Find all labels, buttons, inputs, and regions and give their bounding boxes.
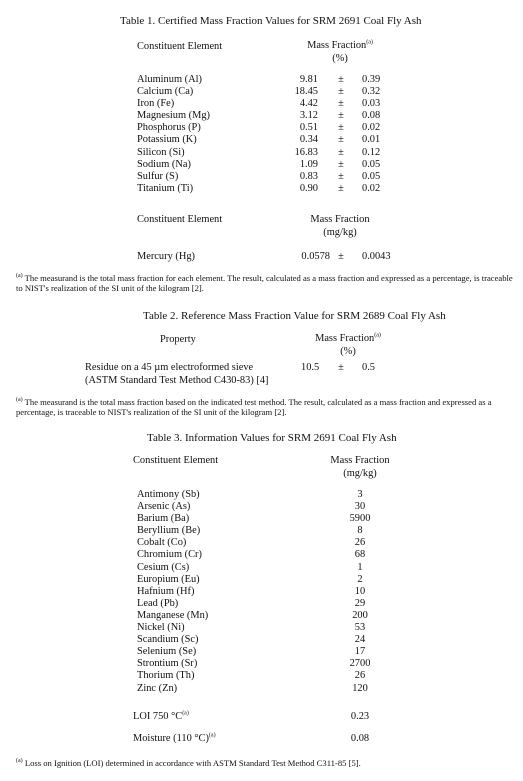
table3-row-element: Lead (Pb) [137, 597, 179, 609]
table3-row-element: Cesium (Cs) [137, 561, 190, 573]
table3-row-element: Cobalt (Co) [137, 537, 187, 549]
table1-row-element: Sodium (Na) [137, 158, 191, 170]
mercury-unc: 0.0043 [362, 251, 391, 262]
table3-row-value: 17 [354, 646, 366, 658]
table3-row-value: 2 [357, 573, 363, 585]
table3-row-element: Europium (Eu) [137, 573, 200, 585]
moisture-value: 0.08 [350, 733, 370, 744]
table1-row-value: 3.12 [299, 110, 318, 122]
table3-row-value: 5900 [349, 513, 371, 525]
table3-footnote-mark: (a) [16, 758, 23, 765]
table1-row-element: Titanium (Ti) [137, 182, 194, 194]
table3-row-value: 26 [354, 537, 366, 549]
table3-footnote-text: Loss on Ignition (LOI) determined in accordance with ASTM Standard Test Method C311-85 [5]. [24, 758, 361, 768]
table1-value-column [280, 74, 318, 195]
table1-row-uncertainty: 0.12 [362, 146, 381, 158]
table1-sub-col-mass: Mass Fraction [310, 214, 370, 225]
table3-row-element: Zinc (Zn) [137, 682, 178, 694]
table1-row-pm: ± [338, 122, 344, 134]
table1-col-mass-note: (a) [366, 39, 373, 46]
table1-col-element: Constituent Element [137, 41, 223, 52]
table3-row-value: 53 [354, 622, 366, 634]
table2-col-mass-note: (a) [374, 332, 381, 339]
table3-element-column [137, 489, 208, 695]
mercury-element: Mercury (Hg) [137, 251, 195, 262]
table2-row-line2: (ASTM Standard Test Method C430-83) [4] [85, 375, 269, 386]
mercury-value: 0.0578 [301, 251, 330, 262]
table3-col-element: Constituent Element [133, 455, 219, 466]
table1-row-value: 16.83 [294, 146, 318, 158]
table1-row-uncertainty: 0.02 [362, 182, 381, 194]
table1-row-value: 1.09 [299, 158, 318, 170]
table3-row-value: 10 [354, 585, 366, 597]
table1-sub-col-element: Constituent Element [137, 214, 223, 225]
loi-label [133, 711, 189, 723]
table3-col-mass: Mass Fraction [330, 455, 390, 466]
table3-row-element: Strontium (Sr) [137, 658, 198, 670]
table1-title: Table 1. Certified Mass Fraction Values for SRM 2691 Coal Fly Ash [120, 15, 422, 27]
table1-row-element: Aluminum (Al) [137, 74, 202, 85]
table1-row-value: 0.51 [299, 122, 318, 134]
table3-row-element: Nickel (Ni) [137, 622, 185, 634]
table1-row-uncertainty: 0.05 [362, 170, 381, 182]
table1-row-pm: ± [338, 170, 344, 182]
table1-pm-column [334, 74, 348, 195]
loi-label-text: LOI 750 °C [133, 711, 183, 722]
table1-row-uncertainty: 0.03 [362, 98, 381, 110]
table3-row-element: Antimony (Sb) [137, 489, 200, 500]
table1-row-value: 4.42 [299, 98, 318, 110]
table1-row-pm: ± [338, 134, 344, 146]
table3-title: Table 3. Information Values for SRM 2691 Coal Fly Ash [147, 432, 397, 444]
table1-row-uncertainty: 0.02 [362, 122, 381, 134]
table1-row-uncertainty: 0.05 [362, 158, 381, 170]
table1-row-element: Potassium (K) [137, 134, 197, 146]
table1-row-value: 0.83 [299, 170, 318, 182]
table1-col-mass-label: Mass Fraction [307, 40, 367, 51]
table1-row-pm: ± [338, 98, 344, 110]
table3-row-value: 24 [354, 634, 366, 646]
table3-row-element: Hafnium (Hf) [137, 585, 195, 597]
table3-row-element: Manganese (Mn) [137, 609, 209, 621]
table1-row-value: 0.34 [299, 134, 318, 146]
table3-row-element: Arsenic (As) [137, 501, 191, 513]
table1-row-uncertainty: 0.08 [362, 110, 381, 122]
table1-footnote-mark: (a) [16, 273, 23, 280]
table3-row-value: 29 [354, 597, 366, 609]
table3-row-value: 2700 [349, 658, 371, 670]
table1-row-element: Calcium (Ca) [137, 86, 194, 98]
table3-row-value: 3 [357, 489, 363, 500]
table3-value-column [338, 489, 382, 695]
table2-footnote [16, 397, 520, 418]
table1-col-mass [300, 40, 380, 52]
table2-col-property: Property [160, 334, 196, 345]
table1-row-pm: ± [338, 86, 344, 98]
table1-row-pm: ± [338, 146, 344, 158]
table1-footnote-text: The measurand is the total mass fraction for each element. The result, calculated as a mass fraction and expressed as a percentage, is traceable to NIST's realization of the SI unit of the kilogram [2]. [16, 273, 513, 294]
table2-footnote-mark: (a) [16, 397, 23, 404]
loi-value: 0.23 [350, 711, 370, 722]
table1-row-pm: ± [338, 74, 344, 85]
table1-row-value: 0.90 [299, 182, 318, 194]
table3-row-value: 1 [357, 561, 363, 573]
table2-title: Table 2. Reference Mass Fraction Value for SRM 2689 Coal Fly Ash [143, 310, 446, 322]
table1-col-unit: (%) [332, 53, 348, 64]
table3-row-element: Thorium (Th) [137, 670, 195, 682]
table3-row-value: 30 [354, 501, 366, 513]
table1-row-element: Iron (Fe) [137, 98, 175, 110]
table3-row-value: 120 [352, 682, 368, 694]
table3-row-value: 200 [352, 609, 368, 621]
table1-row-uncertainty: 0.39 [362, 74, 381, 85]
loi-note: (a) [182, 710, 189, 717]
table3-row-value: 68 [354, 549, 366, 561]
moisture-label-text: Moisture (110 °C) [133, 733, 209, 744]
table1-row-element: Phosphorus (P) [137, 122, 201, 134]
table1-row-uncertainty: 0.01 [362, 134, 381, 146]
table3-row-element: Scandium (Sc) [137, 634, 199, 646]
table2-footnote-text: The measurand is the total mass fraction based on the indicated test method. The result, calculated as a mass fraction and expressed as a percentage, is traceable to NIST's realization of the SI unit of the kilogram [2]. [16, 397, 492, 418]
table3-col-unit: (mg/kg) [343, 468, 377, 479]
table2-unc: 0.5 [362, 362, 375, 373]
table2-row-line1: Residue on a 45 µm electroformed sieve [85, 362, 254, 373]
table1-row-pm: ± [338, 158, 344, 170]
table2-col-mass-label: Mass Fraction [315, 333, 375, 344]
table1-row-pm: ± [338, 182, 344, 194]
table1-row-element: Magnesium (Mg) [137, 110, 211, 122]
table3-row-element: Chromium (Cr) [137, 549, 202, 561]
table1-unc-column [362, 74, 380, 195]
table3-row-element: Beryllium (Be) [137, 525, 201, 537]
table1-footnote [16, 273, 516, 294]
table2-col-unit: (%) [340, 346, 356, 357]
moisture-note: (a) [208, 732, 216, 739]
table2-pm: ± [338, 362, 344, 373]
table3-row-value: 26 [354, 670, 366, 682]
table3-row-value: 8 [357, 525, 363, 537]
table3-row-element: Selenium (Se) [137, 646, 197, 658]
table1-row-element: Sulfur (S) [137, 170, 179, 182]
table2-value: 10.5 [301, 362, 320, 373]
table1-element-column [137, 74, 210, 195]
table1-row-value: 9.81 [299, 74, 318, 85]
moisture-label [133, 733, 216, 745]
table3-footnote [16, 758, 516, 768]
table1-row-pm: ± [338, 110, 344, 122]
table1-row-value: 18.45 [294, 86, 318, 98]
table1-row-element: Silicon (Si) [137, 146, 185, 158]
table1-sub-col-unit: (mg/kg) [323, 227, 357, 238]
table1-row-uncertainty: 0.32 [362, 86, 381, 98]
table3-row-element: Barium (Ba) [137, 513, 190, 525]
table2-col-mass [308, 333, 388, 345]
mercury-pm: ± [338, 251, 344, 262]
